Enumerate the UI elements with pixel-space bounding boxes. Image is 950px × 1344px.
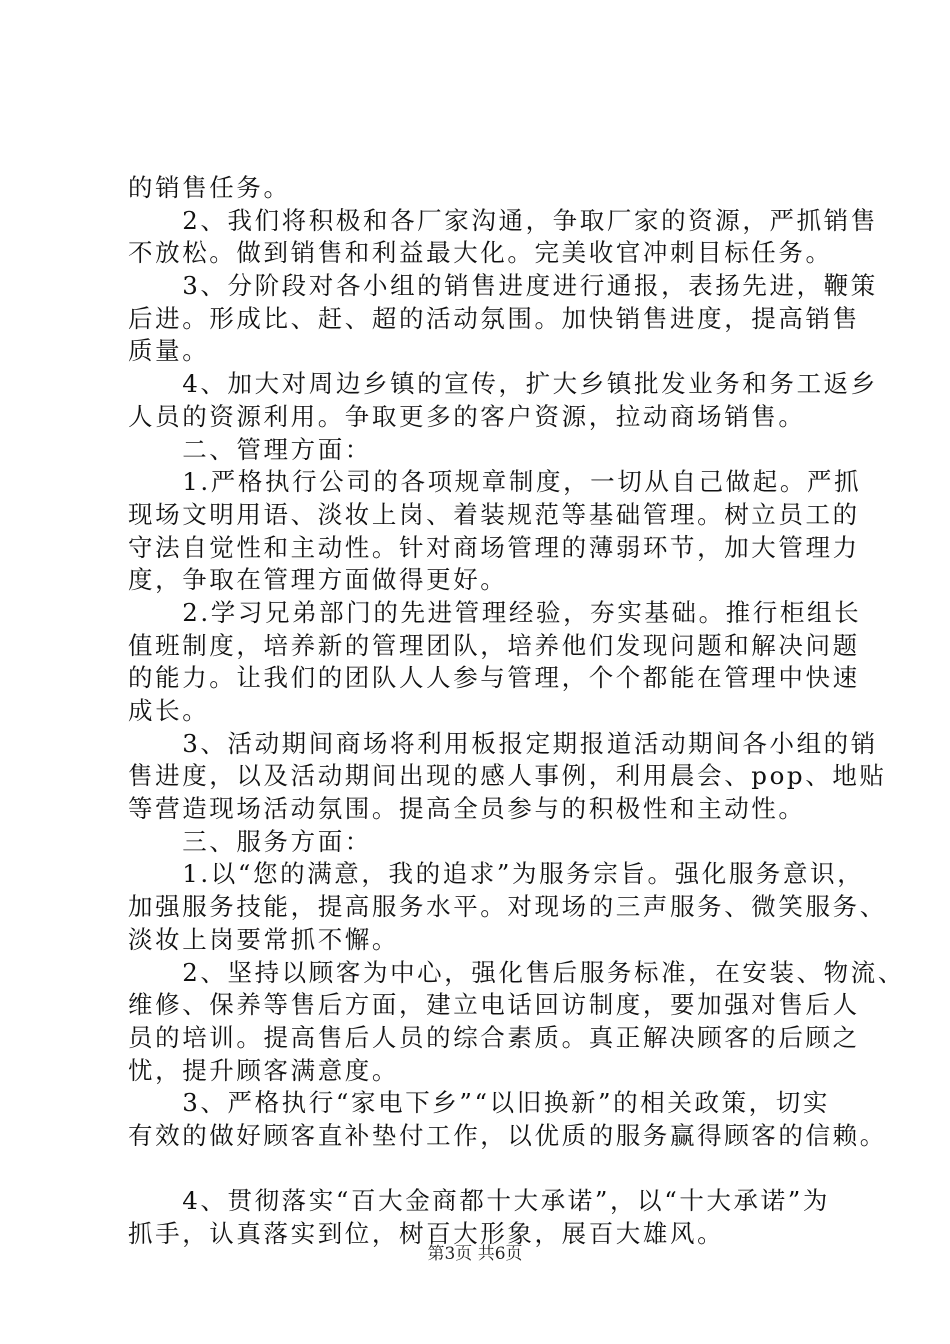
- text-line: 忧，提升顾客满意度。: [128, 1055, 399, 1085]
- text-line: 质量。: [128, 336, 210, 366]
- text-line: 维修、保养等售后方面，建立电话回访制度，要加强对售后人: [128, 990, 860, 1020]
- text-line: 1.以“您的满意，我的追求”为服务宗旨。强化服务意识，: [128, 859, 865, 889]
- text-line: 员的培训。提高售后人员的综合素质。真正解决顾客的后顾之: [128, 1022, 860, 1052]
- text-line: 有效的做好顾客直补垫付工作，以优质的服务赢得顾客的信赖。: [128, 1120, 887, 1150]
- section-heading: 三、服务方面：: [128, 826, 372, 856]
- text-line: 不放松。做到销售和利益最大化。完美收官冲刺目标任务。: [128, 238, 833, 268]
- text-line: 抓手，认真落实到位，树百大形象，展百大雄风。: [128, 1219, 725, 1248]
- text-line: 3、分阶段对各小组的销售进度进行通报，表扬先进，鞭策: [128, 271, 878, 301]
- text-line: 淡妆上岗要常抓不懈。: [128, 924, 399, 954]
- text-line: 的销售任务。: [128, 173, 291, 202]
- blank-line: [128, 1153, 840, 1186]
- text-line: 2、我们将积极和各厂家沟通，争取厂家的资源，严抓销售: [128, 205, 878, 235]
- text-line: 2.学习兄弟部门的先进管理经验，夯实基础。推行柜组长: [128, 597, 862, 627]
- document-body: [128, 172, 905, 1251]
- text-line: 的能力。让我们的团队人人参与管理，个个都能在管理中快速: [128, 663, 860, 693]
- text-line: 等营造现场活动氛围。提高全员参与的积极性和主动性。: [128, 794, 806, 824]
- text-line: 加强服务技能，提高服务水平。对现场的三声服务、微笑服务、: [128, 892, 887, 922]
- text-line: 值班制度，培养新的管理团队，培养他们发现问题和解决问题: [128, 630, 860, 660]
- section-heading: 二、管理方面：: [128, 434, 372, 464]
- text-line: 守法自觉性和主动性。针对商场管理的薄弱环节，加大管理力: [128, 532, 860, 562]
- text-line: 3、活动期间商场将利用板报定期报道活动期间各小组的销: [128, 728, 878, 758]
- text-line: 度，争取在管理方面做得更好。: [128, 565, 508, 595]
- page-footer: 第3页 共6页: [427, 1244, 523, 1264]
- text-line: 1.严格执行公司的各项规章制度，一切从自己做起。严抓: [128, 467, 862, 497]
- text-line: 售进度，以及活动期间出现的感人事例，利用晨会、pop、地贴: [128, 761, 887, 791]
- text-line: 4、贯彻落实“百大金商都十大承诺”，以“十大承诺”为: [128, 1186, 830, 1216]
- text-line: 后进。形成比、赶、超的活动氛围。加快销售进度，提高销售: [128, 303, 860, 333]
- text-line: 2、坚持以顾客为中心，强化售后服务标准，在安装、物流、: [128, 957, 905, 987]
- text-line: 4、加大对周边乡镇的宣传，扩大乡镇批发业务和务工返乡: [128, 369, 878, 399]
- text-line: 人员的资源利用。争取更多的客户资源，拉动商场销售。: [128, 401, 806, 431]
- text-line: 成长。: [128, 696, 210, 725]
- text-line: 现场文明用语、淡妆上岗、着装规范等基础管理。树立员工的: [128, 499, 860, 529]
- text-line: 3、严格执行“家电下乡”“以旧换新”的相关政策，切实: [128, 1088, 830, 1118]
